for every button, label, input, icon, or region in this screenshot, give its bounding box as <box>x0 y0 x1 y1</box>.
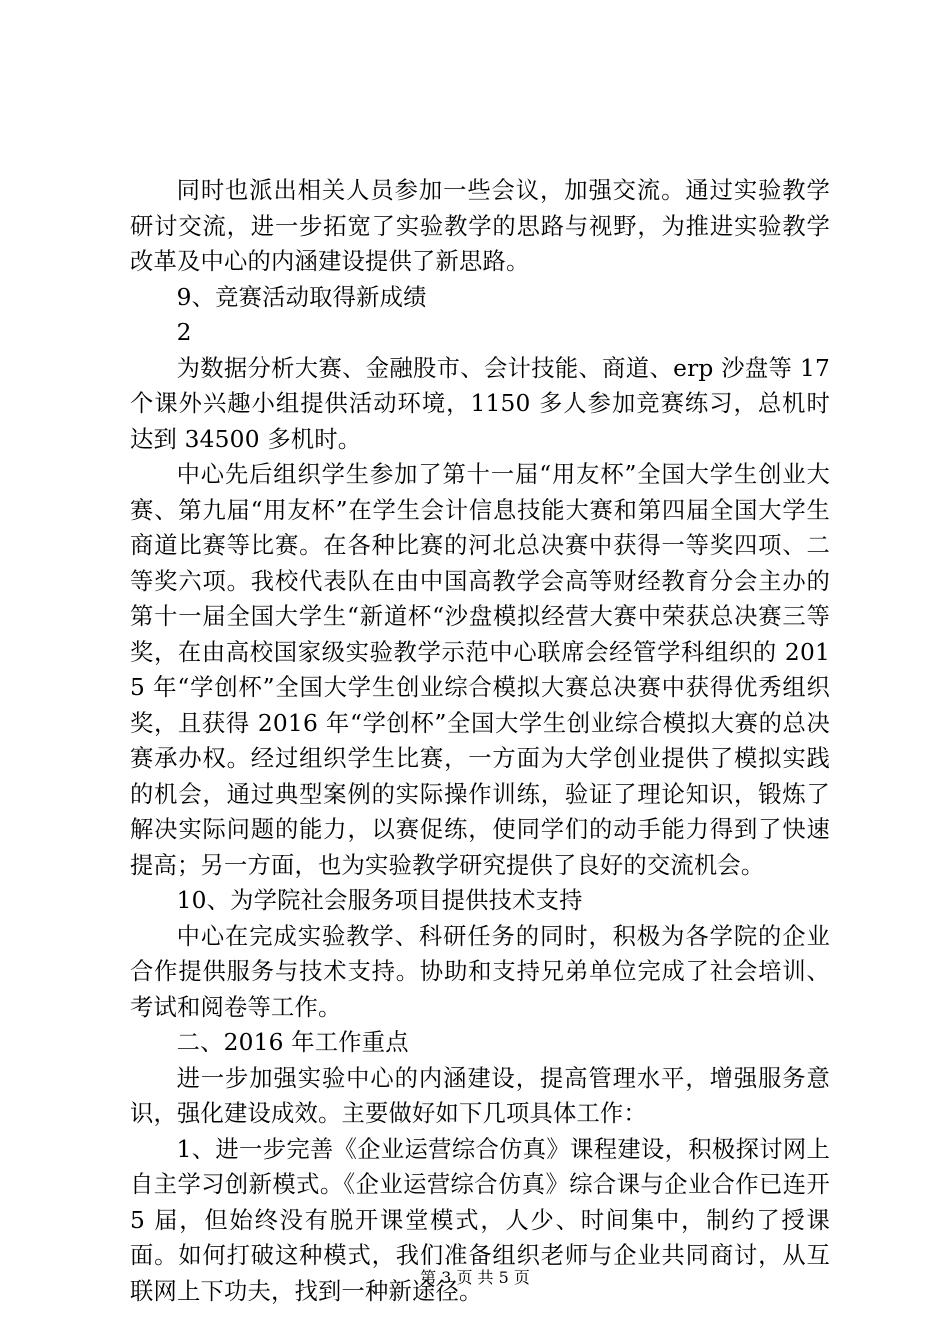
paragraph-interest-groups: 为数据分析大赛、金融股市、会计技能、商道、erp 沙盘等 17 个课外兴趣小组提供活动环境，1150 多人参加竞赛练习，总机时达到 34500 多机时。 <box>130 354 830 453</box>
paragraph-priorities-intro: 进一步加强实验中心的内涵建设，提高管理水平，增强服务意识，强化建设成效。主要做好如下几项具体工作： <box>130 1064 830 1127</box>
heading-competition: 9、竞赛活动取得新成绩 <box>176 283 427 311</box>
paragraph-priority-1: 1、进一步完善《企业运营综合仿真》课程建设，积极探讨网上自主学习创新模式。《企业运营综合仿真》综合课与企业合作已连开 5 届，但始终没有脱开课堂模式，人少、时间集中，制约了授课面。如何打破这种模式，我们准备组织老师与企业共同商讨，从互联网上下功夫，找到一种新途径。 <box>130 1135 830 1305</box>
heading-2016-priorities: 二、2016 年工作重点 <box>176 1029 409 1056</box>
paragraph-social-service: 中心在完成实验教学、科研任务的同时，积极为各学院的企业合作提供服务与技术支持。协助和支持兄弟单位完成了社会培训、考试和阅卷等工作。 <box>130 922 830 1021</box>
page-footer: 第 3 页 共 5 页 <box>420 1268 530 1287</box>
paragraph-exchange: 同时也派出相关人员参加一些会议，加强交流。通过实验教学研讨交流，进一步拓宽了实验教学的思路与视野，为推进实验教学改革及中心的内涵建设提供了新思路。 <box>130 177 830 275</box>
paragraph-number: 2 <box>176 319 192 346</box>
heading-social-service: 10、为学院社会服务项目提供技术支持 <box>176 887 583 914</box>
document-body <box>130 173 830 1309</box>
paragraph-competitions: 中心先后组织学生参加了第十一届“用友杯”全国大学生创业大赛、第九届“用友杯”在学生会计信息技能大赛和第四届全国大学生商道比赛等比赛。在各种比赛的河北总决赛中获得一等奖四项、二等奖六项。我校代表队在由中国高教学会高等财经教育分会主办的第十一届全国大学生“新道杯“沙盘模拟经营大赛中荣获总决赛三等奖，在由高校国家级实验教学示范中心联席会经管学科组织的 2015 年“学创杯”全国大学生创业综合模拟大赛总决赛中获得优秀组织奖，且获得 2016 年“学创杯”全国大学生创业综合模拟大赛的总决赛承办权。经过组织学生比赛，一方面为大学创业提供了模拟实践的机会，通过典型案例的实际操作训练，验证了理论知识，锻炼了解决实际问题的能力，以赛促练，使同学们的动手能力得到了快速提高；另一方面，也为实验教学研究提供了良好的交流机会。 <box>130 461 830 879</box>
